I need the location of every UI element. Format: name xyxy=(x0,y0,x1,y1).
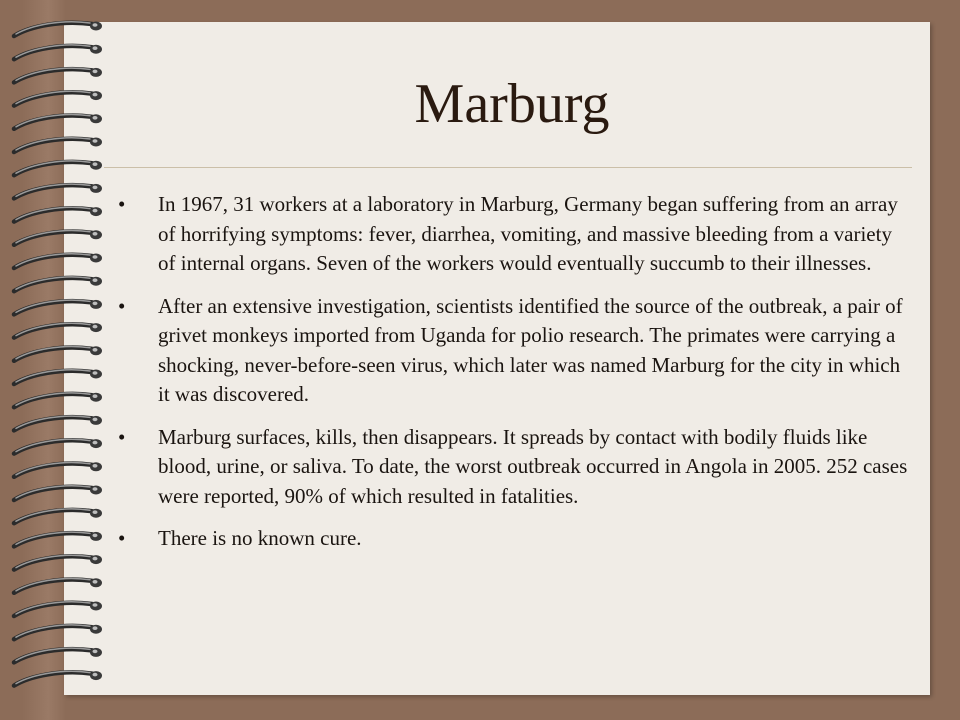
bullet-text: Marburg surfaces, kills, then disappears. It spreads by contact with bodily fluids like blood, urine, or saliva. To date, the worst outbreak occurred in Angola in 2005. 252 cases were reported, 90% of which resulted in fatalities. xyxy=(158,424,908,508)
bullet-marker: • xyxy=(118,424,126,449)
bullet-item xyxy=(118,524,908,554)
bullet-item xyxy=(118,423,908,512)
slide-title: Marburg xyxy=(414,73,610,135)
title-divider xyxy=(104,167,912,168)
bullet-item xyxy=(118,190,908,279)
bullet-item xyxy=(118,292,908,410)
bullet-marker: • xyxy=(118,526,126,550)
bullet-text: There is no known cure. xyxy=(158,526,362,550)
bullet-text: In 1967, 31 workers at a laboratory in Marburg, Germany began suffering from an array of horrifying symptoms: fever, diarrhea, vomiting, and massive bleeding from a variety of internal organs. Seven of the workers would eventually succumb to their illnesses. xyxy=(158,192,898,275)
bullet-marker: • xyxy=(118,293,126,318)
bullet-list xyxy=(118,190,908,567)
bullet-marker: • xyxy=(118,192,126,216)
bullet-text: After an extensive investigation, scientists identified the source of the outbreak, a pair of grivet monkeys imported from Uganda for polio research. The primates were carrying a shocking, never-before-seen virus, which later was named Marburg for the city in which it was discovered. xyxy=(158,293,903,406)
